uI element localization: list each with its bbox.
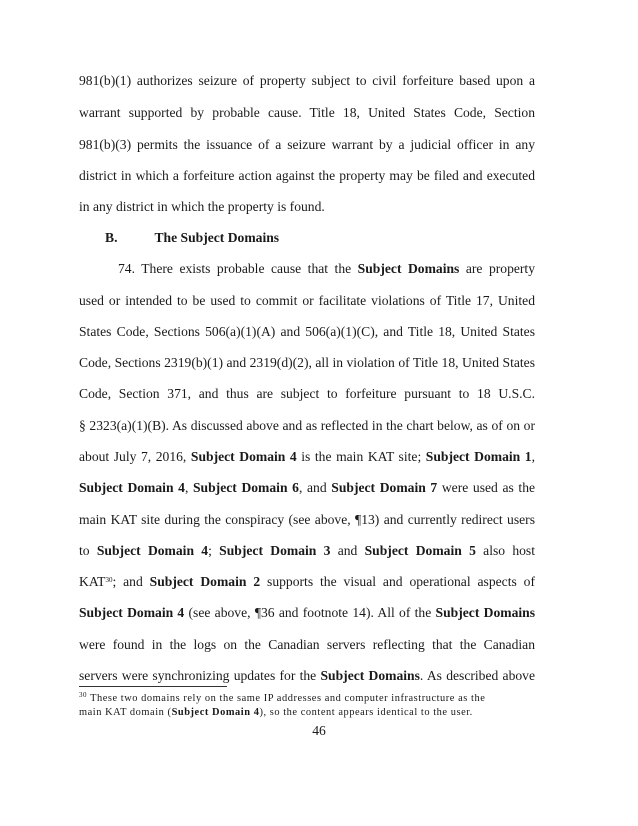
body-line: Subject Domain 4, Subject Domain 6, and Subject Domain 7 were used as the <box>79 480 536 495</box>
body-line: 981(b)(3) permits the issuance of a seizure warrant by a judicial officer in any <box>79 137 535 152</box>
body-line: 74. There exists probable cause that the Subject Domains are property <box>118 261 535 276</box>
body-line: States Code, Sections 506(a)(1)(A) and 506(a)(1)(C), and Title 18, United States <box>79 324 535 339</box>
subject-domains-term: Subject Domains <box>357 261 460 276</box>
footnote-line: $^{30}$ These two domains rely on the same IP addresses and computer infrastructure as the <box>79 691 486 704</box>
body-line: KAT$^{30}$; and Subject Domain 2 supports the visual and operational aspects of <box>79 574 535 589</box>
body-line: Code, Sections 2319(b)(1) and 2319(d)(2), all in violation of Title 18, United States <box>79 355 535 370</box>
body-line: to Subject Domain 4; Subject Domain 3 and Subject Domain 5 also host <box>79 543 536 558</box>
body-line: about July 7, 2016, Subject Domain 4 is the main KAT site; Subject Domain 1, <box>79 449 535 464</box>
footnote-line: main KAT domain (Subject Domain 4), so the content appears identical to the user. <box>79 707 473 718</box>
body-line: in any district in which the property is found. <box>79 199 325 214</box>
body-line: § 2323(a)(1)(B). As discussed above and as reflected in the chart below, as of on or <box>79 418 535 433</box>
body-line: used or intended to be used to commit or facilitate violations of Title 17, United <box>79 293 535 308</box>
body-line: main KAT site during the conspiracy (see above, ¶13) and currently redirect users <box>79 512 535 527</box>
body-line: servers were synchronizing updates for the Subject Domains. As described above <box>79 668 536 683</box>
section-heading <box>105 230 279 246</box>
footnote-marker: 30 <box>79 691 88 699</box>
section-letter: B. <box>105 230 118 245</box>
body-line: Subject Domain 4 (see above, ¶36 and footnote 14). All of the Subject Domains <box>79 605 535 620</box>
section-title: The Subject Domains <box>154 230 280 245</box>
page-number: 46 <box>312 723 326 738</box>
body-line: district in which a forfeiture action against the property may be filed and executed <box>79 168 535 183</box>
footnote-reference: 30 <box>105 576 113 584</box>
body-line: Code, Section 371, and thus are subject to forfeiture pursuant to 18 U.S.C. <box>79 386 535 401</box>
footnote-separator <box>79 686 227 687</box>
body-line: were found in the logs on the Canadian servers reflecting that the Canadian <box>79 637 535 652</box>
body-line: warrant supported by probable cause. Title 18, United States Code, Section <box>79 105 535 120</box>
body-line: 981(b)(1) authorizes seizure of property subject to civil forfeiture based upon a <box>79 73 535 88</box>
